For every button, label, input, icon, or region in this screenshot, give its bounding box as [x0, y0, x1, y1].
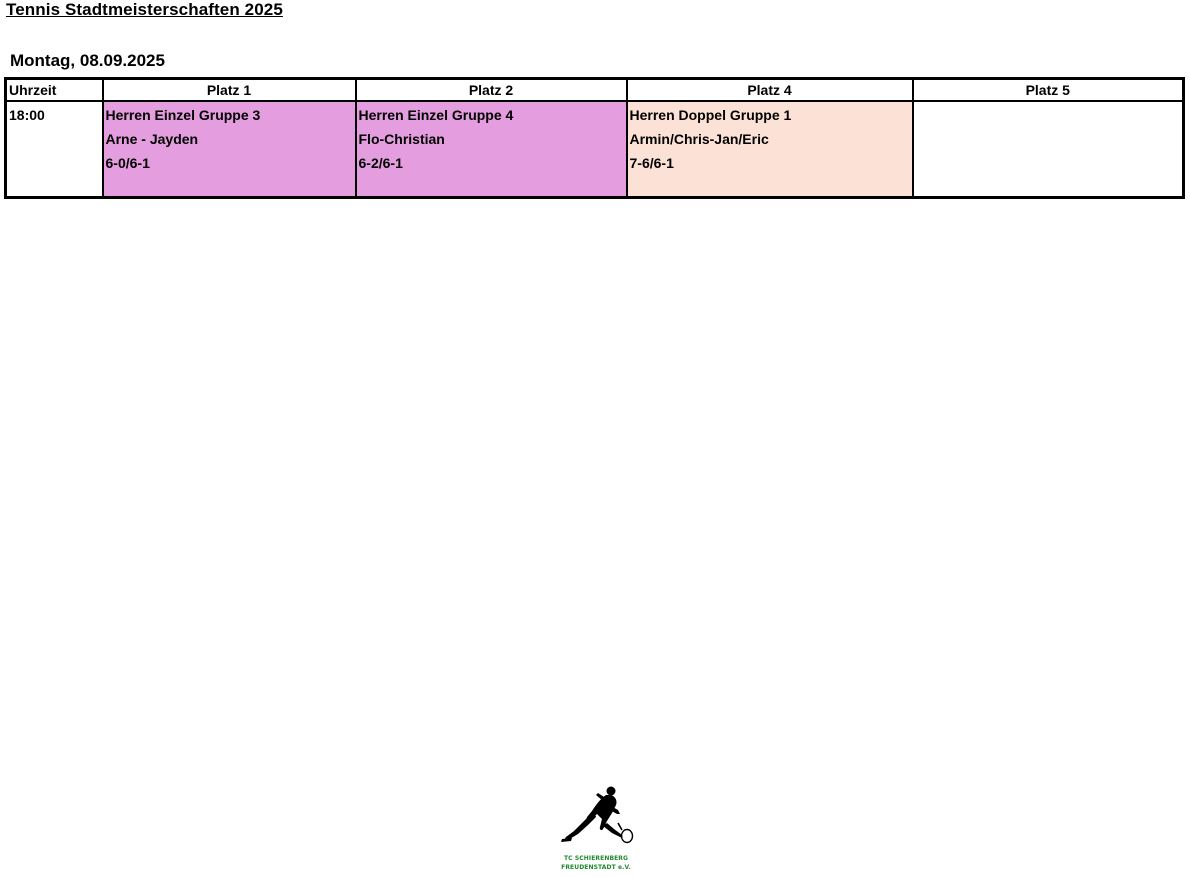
- table-row: [6, 101, 1184, 198]
- time-value: 18:00: [9, 107, 45, 123]
- header-time: Uhrzeit: [6, 79, 103, 102]
- match-group: Herren Einzel Gruppe 3: [105, 107, 261, 123]
- match-cell-court-1: [103, 101, 356, 198]
- match-cell-court-2: [356, 101, 627, 198]
- match-cell-court-5: [913, 101, 1184, 198]
- match-cell-court-4: [627, 101, 913, 198]
- header-court-4: Platz 4: [627, 79, 913, 102]
- tennis-player-logo-icon: [554, 783, 638, 853]
- header-row: [6, 79, 1184, 102]
- logo-text-line1: TC SCHIERENBERG: [563, 855, 629, 862]
- schedule-table: [4, 77, 1185, 199]
- header-court-1: Platz 1: [103, 79, 356, 102]
- header-court-2: Platz 2: [356, 79, 627, 102]
- match-score: 6-2/6-1: [358, 155, 403, 171]
- match-players: Armin/Chris-Jan/Eric: [629, 131, 769, 147]
- logo-text-line2: FREUDENSTADT e.V.: [561, 864, 631, 871]
- match-players: Arne - Jayden: [105, 131, 199, 147]
- match-group: Herren Doppel Gruppe 1: [629, 107, 792, 123]
- match-score: 7-6/6-1: [629, 155, 674, 171]
- document-title: Tennis Stadtmeisterschaften 2025: [6, 0, 283, 19]
- match-group: Herren Einzel Gruppe 4: [358, 107, 514, 123]
- time-cell: [6, 101, 103, 198]
- club-logo: [551, 783, 641, 875]
- match-players: Flo-Christian: [358, 131, 445, 147]
- match-score: 6-0/6-1: [105, 155, 150, 171]
- header-court-5: Platz 5: [913, 79, 1184, 102]
- date-heading: Montag, 08.09.2025: [10, 51, 165, 70]
